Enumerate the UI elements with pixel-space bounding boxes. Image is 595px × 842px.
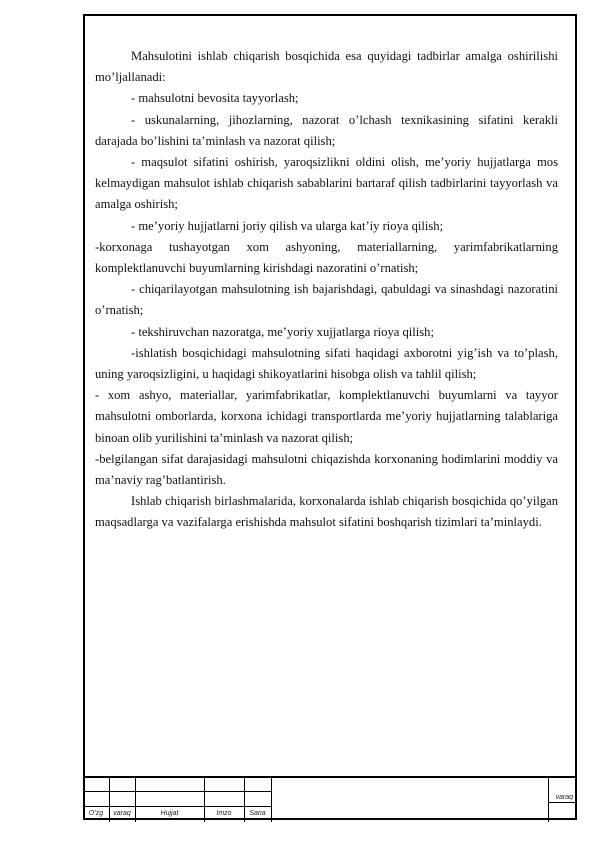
list-item: -korxonaga tushayotgan xom ashyoning, materiallarning, yarimfabrikatlarning komplektlanuvchi buyumlarning kirishdagi nazoratini o’rnatish; (95, 239, 558, 276)
list-item: - chiqarilayotgan mahsulotning ish bajarishdagi, qabuldagi va sinashdagi nazoratini o’rnatish; (95, 282, 558, 318)
varaq-label: varaq (113, 810, 131, 817)
list-item: - mahsulotni bevosita tayyorlash; (131, 91, 299, 106)
row-divider (83, 806, 271, 807)
list-item: - uskunalarning, jihozlarning, nazorat o’lchash texnikasining sifatini kerakli darajada bo’lishini ta’minlash va nazorat qilish; (95, 112, 558, 148)
document-body (95, 46, 558, 534)
title-block (83, 776, 577, 822)
paragraph: Mahsulotini ishlab chiqarish bosqichida esa quyidagi tadbirlar amalga oshirilishi mo’ljallanadi: (95, 49, 558, 85)
page-number-label: varaq (555, 794, 573, 801)
paragraph: Ishlab chiqarish birlashmalarida, korxonalarda ishlab chiqarish bosqichida qo’yilgan maqsadlarga va vazifalarga erishishda mahsulot sifatini boshqarish tizimlari ta’minlaydi. (95, 494, 558, 530)
list-item: -belgilangan sifat darajasidagi mahsulotni chiqazishda korxonaning hodimlarini moddiy va ma’naviy rag’batlantirish. (95, 451, 558, 488)
hujjat-label: Hujjat (160, 810, 179, 817)
ozg-label: O’zg (88, 810, 104, 817)
list-item: - me’yoriy hujjatlarni joriy qilish va ularga kat’iy rioya qilish; (131, 218, 444, 233)
list-item: -ishlatish bosqichidagi mahsulotning sifati haqidagi axborotni yig’ish va to’plash, uning yaroqsizligini, u haqidagi shikoyatlarini hisobga olish va tahlil qilish; (95, 345, 558, 382)
row-divider (83, 791, 271, 792)
list-item: - tekshiruvchan nazoratga, me’yoriy xujjatlarga rioya qilish; (131, 324, 434, 339)
imzo-label: Imzo (216, 810, 232, 817)
list-item: - xom ashyo, materiallar, yarimfabrikatlar, komplektlanuvchi buyumlarni va tayyor mahsulotni omborlarda, korxona ichidagi transportlarda me’yoriy hujjatlarning talablariga binoan olib yurilishini ta’minlash va nazorat qilish; (95, 388, 558, 445)
row-divider (549, 802, 577, 803)
list-item: - maqsulot sifatini oshirish, yaroqsizlikni oldini olish, me’yoriy hujjatlarga mos kelmaydigan mahsulot ishlab chiqarish sabablarini bartaraf qilish tadbirlarini tayyorlash va amalga oshirish; (95, 155, 558, 212)
column-divider (548, 778, 549, 822)
sana-label: Sana (249, 810, 266, 817)
column-divider (271, 778, 272, 822)
